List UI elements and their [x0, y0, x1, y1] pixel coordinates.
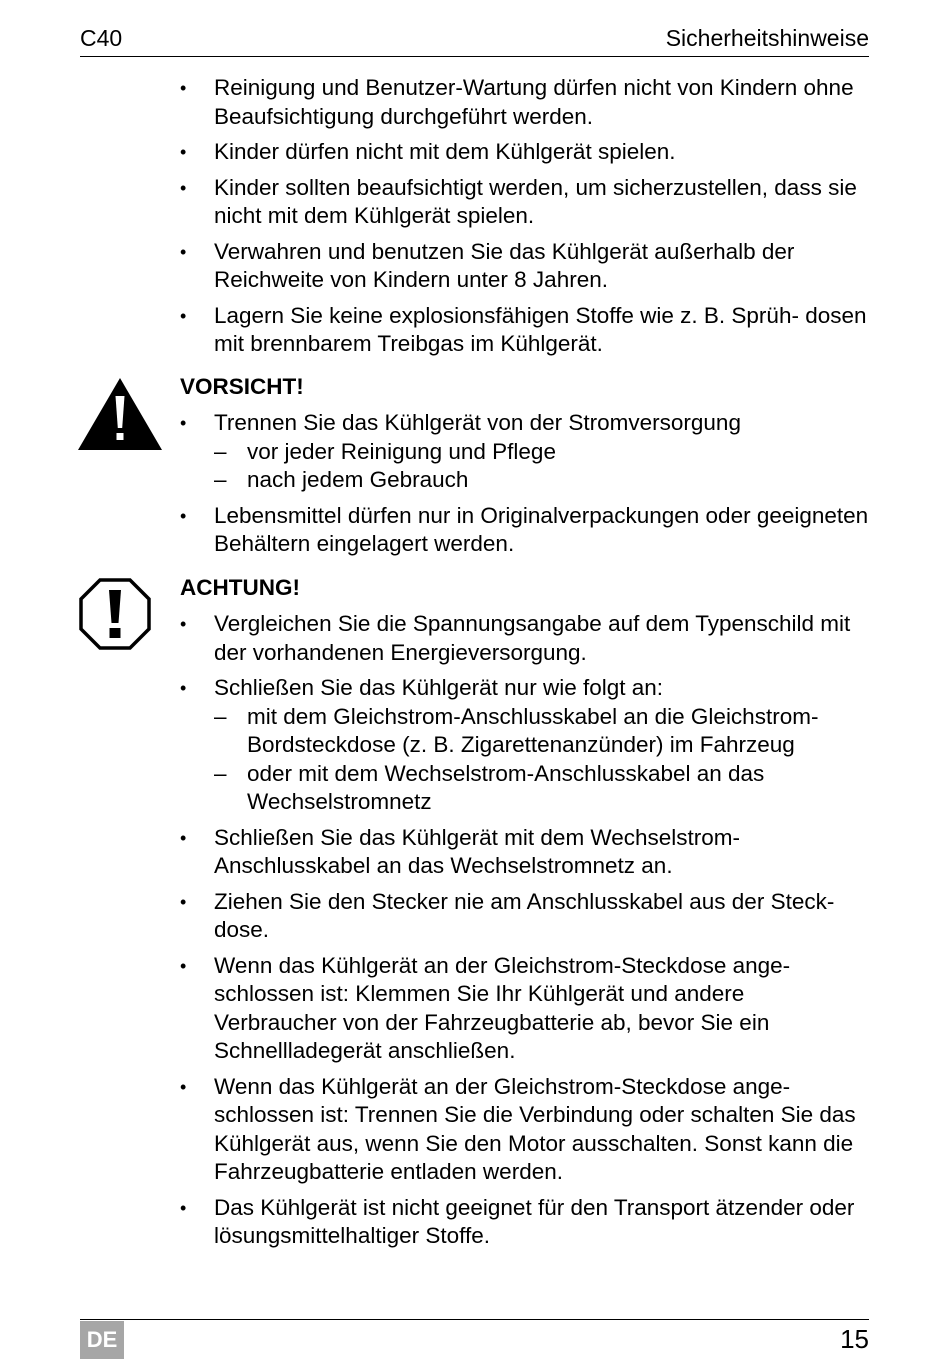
bullet-icon: • — [180, 413, 187, 433]
bullet-icon: • — [180, 177, 187, 198]
list-item-text: Lagern Sie keine explosionsfähigen Stoffe wie z. B. Sprüh- dosen mit brennbarem Treibgas im Kühlgerät. — [214, 302, 867, 356]
caution-list — [180, 409, 870, 566]
list-item — [180, 824, 870, 881]
header-divider — [80, 56, 869, 57]
sub-list-item — [214, 760, 870, 817]
list-item-text: Reinigung und Benutzer-Wartung dürfen nicht von Kindern ohne Beaufsichtigung durchgeführt werden. — [214, 75, 854, 129]
warning-triangle-icon — [78, 378, 162, 450]
list-item-text: Kinder sollten beaufsichtigt werden, um sicherzustellen, dass sie nicht mit dem Kühlgerät spielen. — [214, 174, 857, 228]
attention-heading: ACHTUNG! — [180, 575, 300, 600]
dash-icon: – — [214, 438, 227, 464]
list-item — [180, 409, 870, 495]
list-item — [180, 1073, 870, 1187]
sub-list — [214, 703, 870, 817]
bullet-icon: • — [180, 142, 187, 162]
list-item-text: Schließen Sie das Kühlgerät mit dem Wechselstrom- Anschlusskabel an das Wechselstromnetz an. — [214, 824, 741, 878]
sub-list-item — [214, 438, 870, 467]
dash-icon: – — [214, 760, 227, 786]
list-item-text: Wenn das Kühlgerät an der Gleichstrom-Steckdose ange- schlossen ist: Trennen Sie die Verbindung oder schalten Sie das Kühlgerät aus, wenn Sie den Motor ausschalten. Sonst kann die Fahrzeugbatterie entladen werden. — [214, 1073, 856, 1184]
list-item — [180, 174, 870, 231]
list-item — [180, 952, 870, 1066]
dash-icon: – — [214, 703, 227, 729]
list-item-text: Kinder dürfen nicht mit dem Kühlgerät spielen. — [214, 139, 676, 164]
bullet-icon: • — [180, 827, 187, 848]
list-item — [180, 610, 870, 667]
dash-icon: – — [214, 467, 227, 492]
list-item-text: Verwahren und benutzen Sie das Kühlgerät außerhalb der Reichweite von Kindern unter 8 Jahren. — [214, 238, 795, 292]
list-item-text: Vergleichen Sie die Spannungsangabe auf dem Typenschild mit der vorhandenen Energieversorgung. — [214, 611, 851, 665]
sub-list-item-text: mit dem Gleichstrom-Anschlusskabel an die Gleichstrom- Bordsteckdose (z. B. Zigarettenanzünder) im Fahrzeug — [247, 703, 819, 757]
bullet-icon: • — [180, 678, 187, 698]
sub-list-item — [214, 466, 870, 495]
bullet-icon: • — [180, 614, 187, 634]
bullet-icon: • — [180, 78, 187, 98]
bullet-icon: • — [180, 1076, 187, 1097]
list-item-text: Trennen Sie das Kühlgerät von der Stromversorgung — [214, 410, 741, 435]
list-item — [180, 888, 870, 945]
sub-list-item-text: vor jeder Reinigung und Pflege — [247, 438, 556, 464]
sub-list — [214, 438, 870, 495]
list-item-text: Das Kühlgerät ist nicht geeignet für den Transport ätzender oder lösungsmittelhaltiger Stoffe. — [214, 1194, 855, 1248]
footer-divider — [80, 1319, 869, 1320]
list-item — [180, 1194, 870, 1251]
attention-list — [180, 610, 870, 1258]
list-item-text: Ziehen Sie den Stecker nie am Anschlusskabel aus der Steck- dose. — [214, 888, 835, 942]
list-item — [180, 302, 870, 359]
sub-list-item — [214, 703, 870, 760]
bullet-icon: • — [180, 891, 187, 912]
sub-list-item-text: oder mit dem Wechselstrom-Anschlusskabel an das Wechselstromnetz — [247, 760, 765, 814]
section-title: Sicherheitshinweise — [665, 25, 869, 51]
bullet-icon: • — [180, 1197, 187, 1218]
bullet-icon: • — [180, 505, 187, 526]
document-model: C40 — [80, 25, 123, 51]
page-number: 15 — [840, 1324, 869, 1354]
list-item — [180, 138, 870, 167]
list-item — [180, 238, 870, 295]
list-item — [180, 74, 870, 131]
bullet-icon: • — [180, 955, 187, 976]
bullet-icon: • — [180, 305, 187, 326]
list-item — [180, 502, 870, 559]
list-item-text: Schließen Sie das Kühlgerät nur wie folgt an: — [214, 675, 664, 700]
safety-list-children — [180, 74, 870, 366]
list-item-text: Wenn das Kühlgerät an der Gleichstrom-Steckdose ange- schlossen ist: Klemmen Sie Ihr Kühlgerät und andere Verbraucher von der Fahrzeugbatterie ab, bevor Sie ein Schnellladegerät anschließen. — [214, 952, 791, 1063]
bullet-icon: • — [180, 241, 187, 262]
caution-heading: VORSICHT! — [180, 374, 304, 399]
exclamation-octagon-icon — [79, 578, 151, 650]
sub-list-item-text: nach jedem Gebrauch — [247, 467, 469, 492]
language-badge: DE — [80, 1321, 124, 1359]
list-item — [180, 674, 870, 817]
list-item-text: Lebensmittel dürfen nur in Originalverpackungen oder geeigneten Behältern eingelagert werden. — [214, 502, 869, 556]
